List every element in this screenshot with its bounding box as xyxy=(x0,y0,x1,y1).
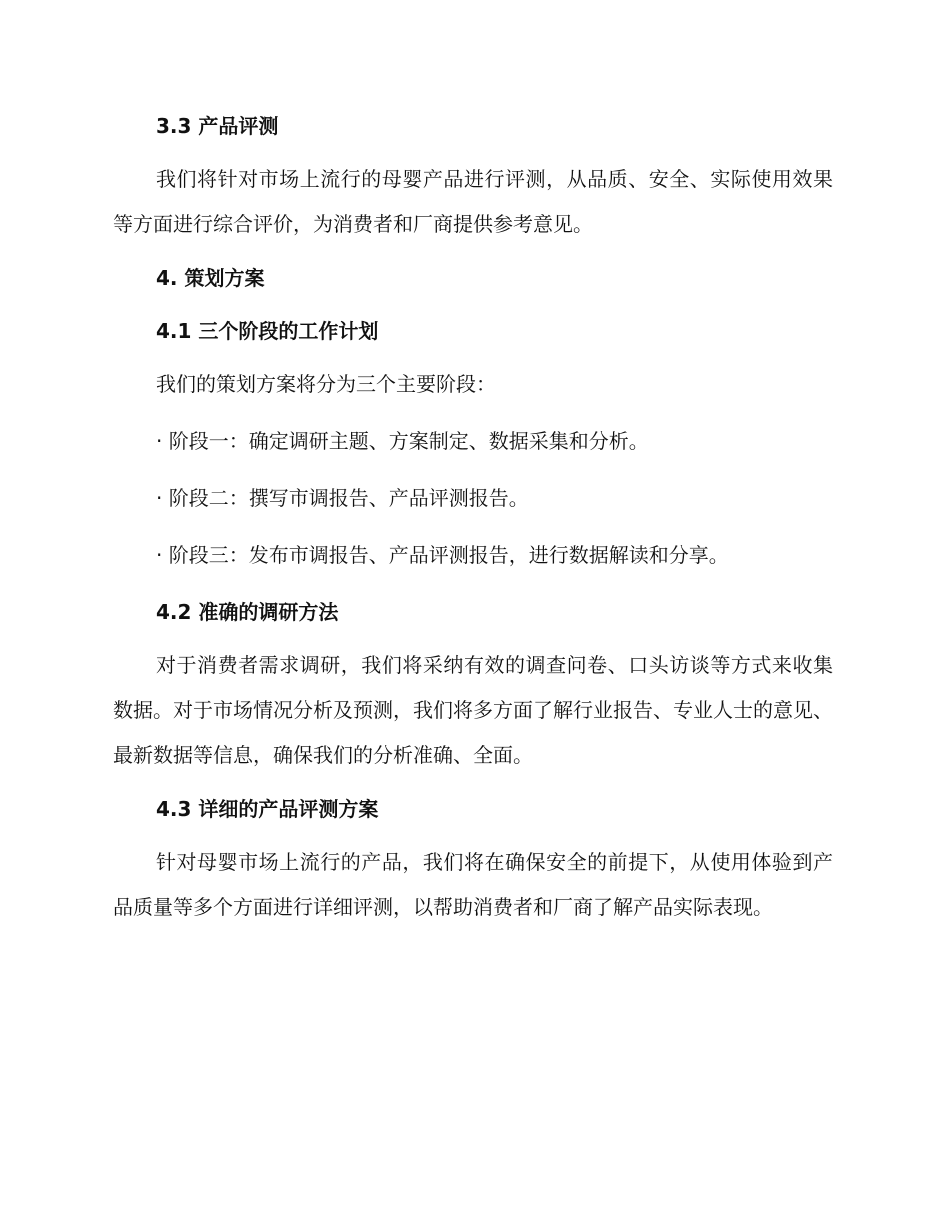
section-4-1-heading: 4.1 三个阶段的工作计划 xyxy=(156,319,379,343)
section-3-3-paragraph: 我们将针对市场上流行的母婴产品进行评测，从品质、安全、实际使用效果等方面进行综合评价，为消费者和厂商提供参考意见。 xyxy=(113,167,833,236)
stage-one-bullet: · 阶段一：确定调研主题、方案制定、数据采集和分析。 xyxy=(156,429,649,453)
section-3-3-heading: 3.3 产品评测 xyxy=(156,114,279,138)
stage-two-bullet: · 阶段二：撰写市调报告、产品评测报告。 xyxy=(156,486,529,510)
section-4-3-paragraph: 针对母婴市场上流行的产品，我们将在确保安全的前提下，从使用体验到产品质量等多个方面进行详细评测，以帮助消费者和厂商了解产品实际表现。 xyxy=(113,850,833,919)
stage-three-bullet: · 阶段三：发布市调报告、产品评测报告，进行数据解读和分享。 xyxy=(156,543,729,567)
document-page xyxy=(113,110,833,945)
section-4-3-heading: 4.3 详细的产品评测方案 xyxy=(156,797,379,821)
section-4-2-paragraph: 对于消费者需求调研，我们将采纳有效的调查问卷、口头访谈等方式来收集数据。对于市场情况分析及预测，我们将多方面了解行业报告、专业人士的意见、最新数据等信息，确保我们的分析准确、全面。 xyxy=(113,653,833,767)
section-4-2-heading: 4.2 准确的调研方法 xyxy=(156,600,339,624)
section-4-heading: 4. 策划方案 xyxy=(156,266,265,290)
section-4-1-intro: 我们的策划方案将分为三个主要阶段： xyxy=(156,372,496,396)
